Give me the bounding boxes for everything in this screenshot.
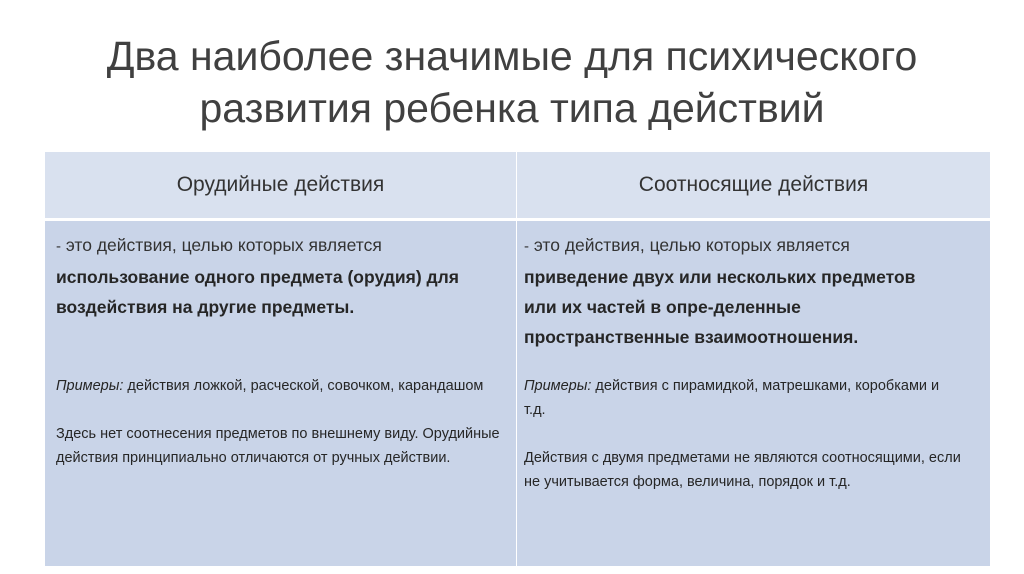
definition-bold: приведение двух или нескольких предметов или их частей в опре-деленные пространственные взаимоотношения.: [524, 267, 916, 347]
note-instrumental: Здесь нет соотнесения предметов по внешнему виду. Орудийные действия принципиально отличаются от ручных действии.: [56, 426, 500, 466]
cell-instrumental-actions: [45, 220, 517, 567]
dash-marker: -: [524, 238, 529, 255]
title-line-1: Два наиболее значимые для психического: [106, 33, 918, 79]
examples-label: Примеры:: [56, 378, 124, 394]
definition-intro: это действия, целью которых является: [61, 235, 382, 255]
comparison-table: [44, 152, 991, 566]
examples-text: действия с пирамидкой, матрешками, коробками и т.д.: [524, 378, 940, 418]
examples-text: действия ложкой, расческой, совочком, карандашом: [123, 378, 484, 394]
note-correlating: Действия с двумя предметами не являются соотносящими, если не учитывается форма, величина, порядок и т.д.: [524, 450, 961, 490]
header-correlating-actions: Соотносящие действия: [517, 152, 991, 220]
definition-correlating: [524, 230, 980, 352]
examples-instrumental: [56, 374, 506, 398]
cell-correlating-actions: [517, 220, 991, 567]
header-instrumental-actions: Орудийные действия: [45, 152, 517, 220]
slide-title: [40, 30, 984, 134]
definition-intro: это действия, целью которых является: [529, 235, 850, 255]
definition-bold: использование одного предмета (орудия) для воздействия на другие предметы.: [56, 267, 459, 317]
title-line-2: развития ребенка типа действий: [199, 85, 825, 131]
examples-correlating: [524, 374, 980, 422]
table-body-row: [45, 220, 991, 567]
table-header-row: [45, 152, 991, 220]
definition-instrumental: [56, 230, 506, 322]
dash-marker: -: [56, 238, 61, 255]
examples-label: Примеры:: [524, 378, 592, 394]
